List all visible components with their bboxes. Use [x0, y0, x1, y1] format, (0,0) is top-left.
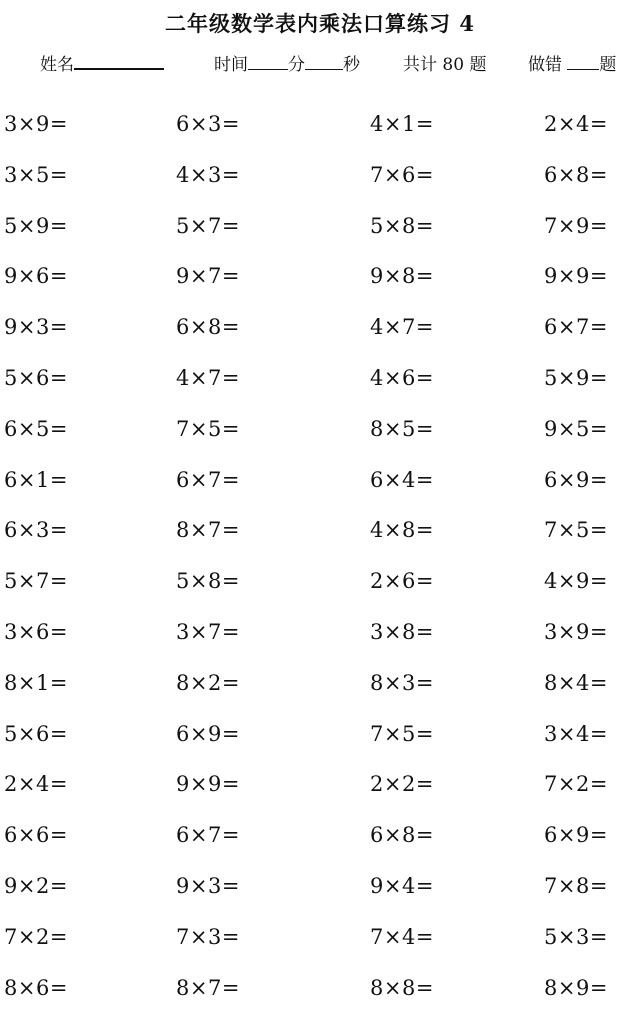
problem-item: 3×7=	[176, 620, 240, 644]
problem-item: 9×6=	[4, 264, 68, 289]
problem-item: 4×7=	[370, 315, 434, 340]
problem-item: 9×5=	[544, 416, 608, 441]
problem-item: 3×6=	[4, 620, 68, 644]
problem-row	[0, 366, 640, 396]
problem-item: 2×2=	[370, 772, 434, 797]
problem-item: 5×6=	[4, 721, 68, 746]
problem-item: 8×5=	[370, 416, 434, 441]
problem-item: 5×8=	[176, 569, 240, 594]
problem-item: 6×9=	[544, 467, 608, 492]
total-questions: 共计 80 题	[403, 55, 487, 75]
minute-label: 分	[288, 55, 305, 75]
problem-row	[0, 214, 640, 244]
problem-item: 6×7=	[176, 823, 240, 848]
problem-item: 9×7=	[176, 264, 240, 289]
name-label: 姓名	[40, 55, 74, 75]
problem-item: 3×5=	[4, 162, 68, 187]
problem-item: 8×8=	[370, 975, 434, 1000]
problem-item: 8×6=	[4, 975, 68, 1000]
problem-item: 6×3=	[4, 518, 68, 543]
problem-item: 8×1=	[4, 670, 68, 695]
problem-item: 3×9=	[544, 620, 608, 644]
problem-item: 6×8=	[370, 823, 434, 848]
problem-item: 7×2=	[4, 924, 68, 949]
problem-item: 8×7=	[176, 975, 240, 1000]
problem-item: 9×2=	[4, 874, 68, 898]
problem-item: 4×3=	[176, 162, 240, 187]
problem-item: 9×8=	[370, 264, 434, 289]
problem-item: 7×4=	[370, 924, 434, 949]
problem-item: 4×6=	[370, 366, 434, 390]
problem-row	[0, 569, 640, 599]
problem-item: 7×8=	[544, 874, 608, 898]
problem-item: 5×6=	[4, 366, 68, 390]
problem-item: 7×6=	[370, 162, 434, 187]
problem-item: 6×6=	[4, 823, 68, 848]
problem-row	[0, 112, 640, 142]
problem-item: 2×4=	[544, 112, 608, 136]
problem-item: 7×5=	[370, 721, 434, 746]
wrong-label: 做错	[528, 55, 562, 75]
problem-item: 9×3=	[176, 874, 240, 898]
problem-row	[0, 620, 640, 650]
problem-item: 6×8=	[176, 315, 240, 340]
problem-item: 2×4=	[4, 772, 68, 797]
problem-item: 8×7=	[176, 518, 240, 543]
problem-item: 4×9=	[544, 569, 608, 594]
problem-row	[0, 671, 640, 701]
worksheet-title: 二年级数学表内乘法口算练习 4	[165, 11, 475, 36]
problem-item: 4×1=	[370, 112, 434, 136]
time-label: 时间	[214, 55, 248, 75]
problem-item: 2×6=	[370, 569, 434, 594]
problem-row	[0, 264, 640, 294]
problem-item: 4×8=	[370, 518, 434, 543]
problem-row	[0, 722, 640, 752]
problem-row	[0, 976, 640, 1006]
problem-item: 9×9=	[176, 772, 240, 797]
problem-item: 6×4=	[370, 467, 434, 492]
problem-row	[0, 518, 640, 548]
problem-item: 5×7=	[4, 569, 68, 594]
problem-row	[0, 417, 640, 447]
problem-item: 5×9=	[544, 366, 608, 390]
problem-item: 7×3=	[176, 924, 240, 949]
problem-item: 9×9=	[544, 264, 608, 289]
problem-item: 3×9=	[4, 112, 68, 136]
problem-item: 8×9=	[544, 975, 608, 1000]
problem-item: 3×4=	[544, 721, 608, 746]
problem-item: 5×9=	[4, 213, 68, 238]
problem-row	[0, 772, 640, 802]
problem-item: 6×9=	[544, 823, 608, 848]
problem-item: 7×5=	[176, 416, 240, 441]
wrong-unit-label: 题	[599, 55, 617, 75]
problem-item: 6×5=	[4, 416, 68, 441]
problem-item: 6×9=	[176, 721, 240, 746]
problem-row	[0, 468, 640, 498]
problem-item: 7×9=	[544, 213, 608, 238]
problem-row	[0, 823, 640, 853]
problem-item: 7×5=	[544, 518, 608, 543]
problem-item: 4×7=	[176, 366, 240, 390]
problem-item: 6×8=	[544, 162, 608, 187]
problem-row	[0, 315, 640, 345]
problem-item: 6×1=	[4, 467, 68, 492]
second-label: 秒	[343, 55, 360, 75]
problem-item: 6×3=	[176, 112, 240, 136]
problem-row	[0, 925, 640, 955]
problem-item: 6×7=	[544, 315, 608, 340]
problem-item: 9×4=	[370, 874, 434, 898]
problem-item: 8×2=	[176, 670, 240, 695]
problem-item: 8×3=	[370, 670, 434, 695]
problem-item: 6×7=	[176, 467, 240, 492]
problem-item: 9×3=	[4, 315, 68, 340]
problem-item: 5×8=	[370, 213, 434, 238]
problem-item: 8×4=	[544, 670, 608, 695]
problem-item: 7×2=	[544, 772, 608, 797]
problem-item: 5×7=	[176, 213, 240, 238]
problem-row	[0, 874, 640, 904]
problem-row	[0, 163, 640, 193]
problem-item: 3×8=	[370, 620, 434, 644]
problem-item: 5×3=	[544, 924, 608, 949]
